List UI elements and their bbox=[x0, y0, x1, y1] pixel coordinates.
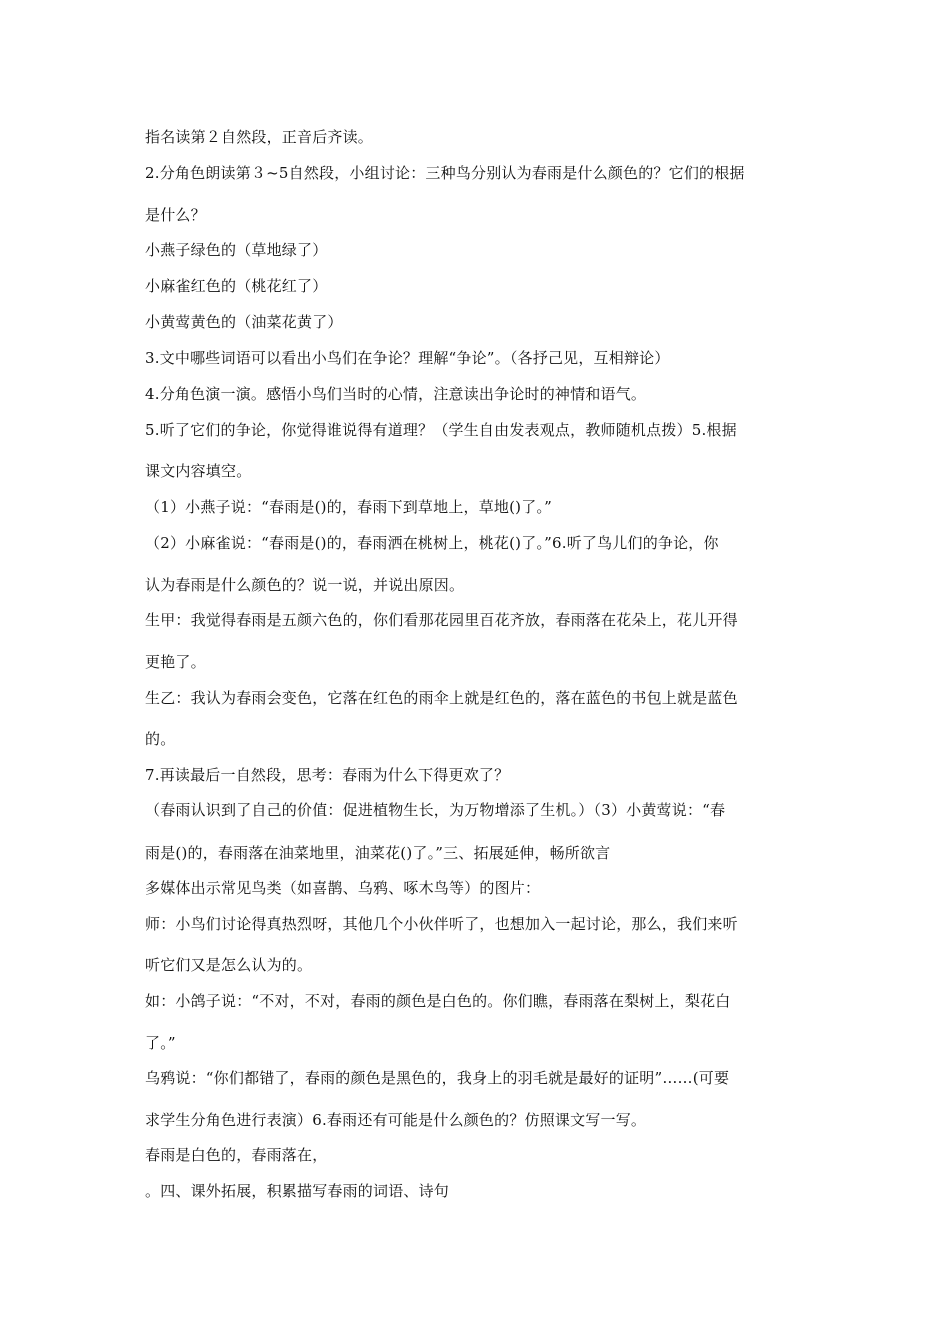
text-line: 生乙：我认为春雨会变色，它落在红色的雨伞上就是红色的，落在蓝色的书包上就是蓝色 bbox=[145, 689, 738, 707]
text-line: 师：小鸟们讨论得真热烈呀，其他几个小伙伴听了，也想加入一起讨论，那么，我们来听 bbox=[145, 915, 738, 933]
text-line: （1）小燕子说：“春雨是()的，春雨下到草地上，草地()了。” bbox=[145, 498, 552, 516]
text-line: 春雨是白色的，春雨落在， bbox=[145, 1146, 328, 1164]
text-line: 的。 bbox=[145, 730, 176, 748]
text-line: 多媒体出示常见鸟类（如喜鹊、乌鸦、啄木鸟等）的图片： bbox=[145, 879, 541, 897]
text-line: 更艳了。 bbox=[145, 653, 206, 671]
text-line: 小燕子绿色的（草地绿了） bbox=[145, 241, 328, 259]
text-line: 7.再读最后一自然段，思考：春雨为什么下得更欢了？ bbox=[145, 766, 510, 784]
text-line: 乌鸦说：“你们都错了，春雨的颜色是黑色的，我身上的羽毛就是最好的证明”……(可要 bbox=[145, 1069, 730, 1087]
text-line: 小麻雀红色的（桃花红了） bbox=[145, 277, 328, 295]
text-line: 雨是()的，春雨落在油菜地里，油菜花()了。”三、拓展延伸，畅所欲言 bbox=[145, 844, 611, 862]
text-line: 生甲：我觉得春雨是五颜六色的，你们看那花园里百花齐放，春雨落在花朵上，花儿开得 bbox=[145, 611, 738, 629]
text-line: 3.文中哪些词语可以看出小鸟们在争论？理解“争论”。（各抒己见，互相辩论） bbox=[145, 349, 670, 367]
text-line: 。四、课外拓展，积累描写春雨的词语、诗句 bbox=[145, 1182, 450, 1200]
text-line: 听它们又是怎么认为的。 bbox=[145, 956, 313, 974]
text-line: 是什么？ bbox=[145, 206, 206, 224]
text-line: 课文内容填空。 bbox=[145, 462, 252, 480]
text-line: 指名读第２自然段，正音后齐读。 bbox=[145, 128, 374, 146]
text-line: 4.分角色演一演。感悟小鸟们当时的心情，注意读出争论时的神情和语气。 bbox=[145, 385, 647, 403]
text-line: （2）小麻雀说：“春雨是()的，春雨洒在桃树上，桃花()了。”6.听了鸟儿们的争论，你 bbox=[145, 534, 719, 552]
text-line: （春雨认识到了自己的价值：促进植物生长，为万物增添了生机。）（3）小黄莺说：“春 bbox=[145, 801, 726, 819]
text-line: 2.分角色朗读第３~5自然段，小组讨论：三种鸟分别认为春雨是什么颜色的？它们的根据 bbox=[145, 164, 745, 182]
text-line: 求学生分角色进行表演）6.春雨还有可能是什么颜色的？仿照课文写一写。 bbox=[145, 1111, 647, 1129]
text-line: 了。” bbox=[145, 1034, 176, 1052]
text-line: 小黄莺黄色的（油菜花黄了） bbox=[145, 313, 343, 331]
text-line: 5.听了它们的争论，你觉得谁说得有道理？（学生自由发表观点，教师随机点拨）5.根据 bbox=[145, 421, 737, 439]
text-line: 认为春雨是什么颜色的？说一说，并说出原因。 bbox=[145, 576, 465, 594]
text-line: 如：小鸽子说：“不对，不对，春雨的颜色是白色的。你们瞧，春雨落在梨树上，梨花白 bbox=[145, 992, 731, 1010]
